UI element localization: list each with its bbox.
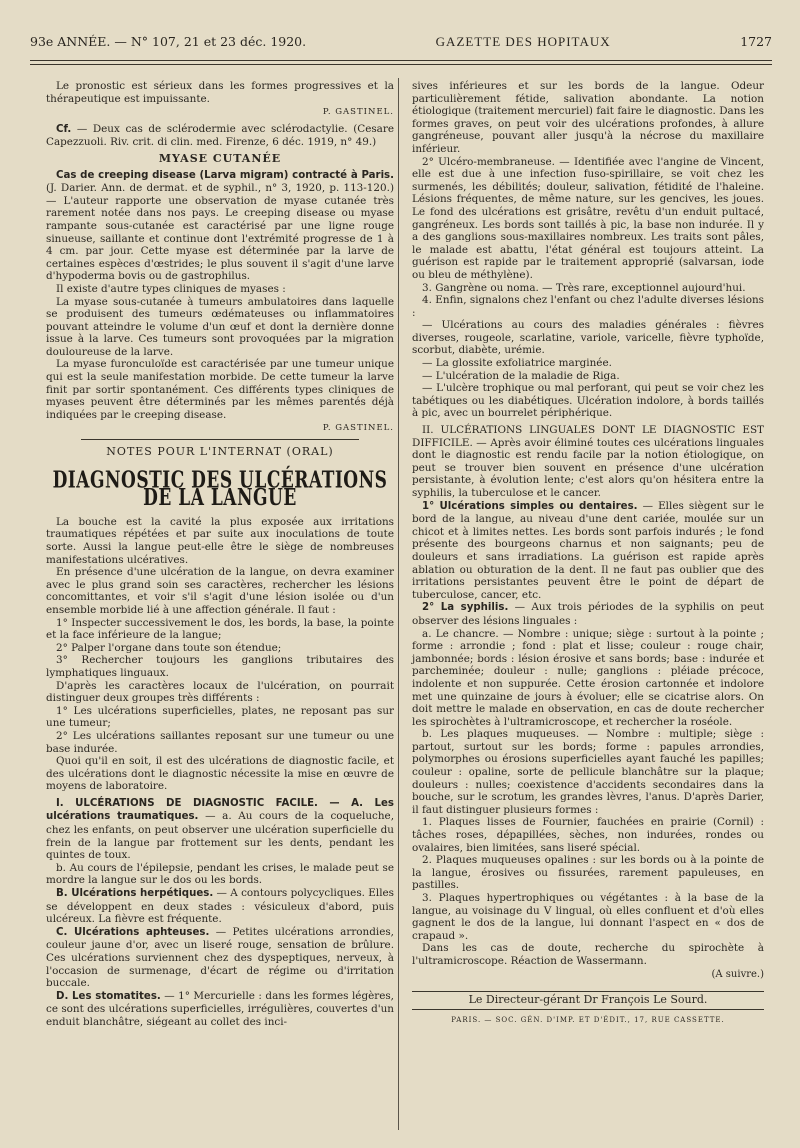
paragraph: Cas de creeping disease (Larva migram) contracté à Paris. (J. Darier. Ann. de dermat. et de syphil., n° 3, 1920, p. 113-120.) — L'auteur rapporte une observation de myase cutanée très rarement notée dans nos pays. Le creeping disease ou myase rampante sous-cutanée est caractérisé par une ligne rouge sinueuse, saillante et continue dont l'extrémité progresse de 1 à 4 cm. par jour. Cette myase est déterminée par la larve de certaines espèces d'œstrides; le plus souvent il s'agit d'une larve d'hypoderma bovis ou de gastrophilus. bbox=[46, 169, 394, 283]
paragraph: — L'ulcération de la maladie de Riga. bbox=[422, 369, 620, 382]
paragraph: 1. Plaques lisses de Fournier, fauchées en prairie (Cornil) : tâches roses, dépapillées, sèches, non indurées, rondes ou ovalaires, bien limitées, sans liseré spécial. bbox=[412, 816, 764, 854]
to-be-continued: (A suivre.) bbox=[711, 968, 764, 980]
paragraph: — La glossite exfoliatrice marginée. bbox=[422, 357, 612, 370]
director-line: Le Directeur-gérant Dr François Le Sourd. bbox=[412, 991, 764, 1010]
paragraph: 3° Rechercher toujours les ganglions tributaires des lymphatiques linguaux. bbox=[46, 654, 394, 679]
paragraph: II. ULCÉRATIONS LINGUALES DONT LE DIAGNOSTIC EST DIFFICILE. — Après avoir éliminé toutes ces ulcérations linguales dont le diagnostic est rendu facile par la notion étiologique, on peut se trouver bien souvent en présence d'une ulcération persistante, à évolution lente; c'est alors qu'on hésitera entre la syphilis, la tuberculose et le cancer. bbox=[412, 424, 764, 499]
paragraph: La myase furonculoïde est caractérisée par une tumeur unique qui est la seule manifestation morbide. De cette tumeur la larve finit par sortir spontanément. Ces différents types cliniques de myases peuvent être déterminés par les mêmes parentés déjà indiquées par le creeping disease. bbox=[46, 358, 394, 421]
paragraph: 2° Les ulcérations saillantes reposant sur une tumeur ou une base indurée. bbox=[46, 729, 394, 755]
header-rule-top bbox=[30, 60, 772, 61]
paragraph: 2° Palper l'organe dans toute son étendue; bbox=[56, 641, 282, 654]
paragraph: Il existe d'autre types cliniques de myases : bbox=[56, 282, 286, 295]
header-rule-bottom bbox=[30, 64, 772, 65]
paragraph: b. Les plaques muqueuses. — Nombre : multiple; siège : partout, surtout sur les bords; forme : papules arrondies, polymorphes ou érosions superficielles ayant fauché les papilles; couleur : opaline, sorte de pellicule blanchâtre sur la plaque; douleurs : nulles; coexistence d'accidents secondaires dans la bouche, sur le scrotum, les grandes lèvres, l'anus. D'après Darier, il faut distinguer plusieurs formes : bbox=[412, 728, 764, 816]
paragraph: 3. Gangrène ou noma. — Très rare, exceptionnel aujourd'hui. bbox=[422, 281, 746, 294]
paragraph: 4. Enfin, signalons chez l'enfant ou chez l'adulte diverses lésions : bbox=[412, 294, 764, 319]
paragraph: La bouche est la cavité la plus exposée aux irritations traumatiques répétées et par suite aux inoculations de toute sorte. Aussi la langue peut-elle être le siège de nombreuses manifestations ulcératives. bbox=[46, 515, 394, 566]
paragraph: D. Les stomatites. — 1° Mercurielle : dans les formes légères, ce sont des ulcérations superficielles, irrégulières, couvertes d'un enduit blanchâtre, siégeant au collet des inci- bbox=[46, 989, 394, 1028]
paragraph: Cf. — Deux cas de sclérodermie avec sclérodactylie. (Cesare Capezzuoli. Riv. crit. di clin. med. Firenze, 6 déc. 1919, n° 49.) bbox=[46, 122, 394, 149]
paragraph: 1° Ulcérations simples ou dentaires. — Elles siègent sur le bord de la langue, au niveau d'une dent cariée, moulée sur un chicot et à limites nettes. Les bords sont parfois indurés ; le fond présente des bourgeons charnus et non saignants; peu de douleurs et sans irradiations. La guérison est rapide après ablation ou obturation de la dent. Il ne faut pas oublier que des irritations persistantes peuvent être le point de départ de tuberculose, cancer, etc. bbox=[412, 499, 764, 601]
notes-heading: NOTES POUR L'INTERNAT (ORAL) bbox=[106, 445, 334, 459]
paragraph: sives inférieures et sur les bords de la langue. Odeur particulièrement fétide, salivation abondante. La notion étiologique (traitement mercuriel) fait faire le diagnostic. Dans les formes graves, on peut voir des ulcérations profondes, à allure gangréneuse, pouvant aller jusqu'à la nécrose du maxillaire inférieur. bbox=[412, 80, 764, 155]
paragraph: — L'ulcère trophique ou mal perforant, qui peut se voir chez les tabétiques ou les diabétiques. Ulcération indolore, à bords taillés à pic, avec un bourrelet périphérique. bbox=[412, 382, 764, 420]
paragraph: Le pronostic est sérieux dans les formes progressives et la thérapeutique est impuissante. bbox=[46, 80, 394, 105]
paragraph: 1° Inspecter successivement le dos, les bords, la base, la pointe et la face inférieure de la langue; bbox=[46, 616, 394, 642]
signature: P. GASTINEL. bbox=[322, 423, 394, 434]
paragraph: a. Le chancre. — Nombre : unique; siège : surtout à la pointe ; forme : arrondie ; fond : plat et lisse; couleur : rouge chair, jambonnée; bords : lésion érosive et sans bords; base : indurée et parcheminée; douleur : nulle; ganglions : pléiade précoce, indolente et non suppurée. Cette érosion cartonnée et indolore met une quinzaine de jours à évoluer; elle se cicatrise alors. On doit mettre le malade en observation, en cas de doute rechercher les spirochètes à l'ultramicroscope, et rechercher la roséole. bbox=[412, 627, 764, 728]
signature: P. GASTINEL. bbox=[322, 107, 394, 118]
article-title: DIAGNOSTIC DES ULCÉRATIONS DE LA LANGUE bbox=[52, 466, 388, 511]
section-title: MYASE CUTANÉE bbox=[158, 151, 282, 165]
printer-line: PARIS. — SOC. GÉN. D'IMP. ET D'ÉDIT., 17, RUE CASSETTE. bbox=[451, 1015, 725, 1024]
left-column bbox=[46, 80, 394, 1029]
paragraph: La myase sous-cutanée à tumeurs ambulatoires dans laquelle se produisent des tumeurs œdémateuses ou inflammatoires pouvant atteindre le volume d'un œuf et dont la dernière donne issue à la larve. Ces tumeurs sont provoquées par la migration douloureuse de la larve. bbox=[46, 295, 394, 358]
issue-info: 93e ANNÉE. — N° 107, 21 et 23 déc. 1920. bbox=[30, 34, 307, 49]
column-separator bbox=[398, 78, 399, 1130]
right-column bbox=[412, 80, 764, 1026]
paragraph: D'après les caractères locaux de l'ulcération, on pourrait distinguer deux groupes très différents : bbox=[46, 679, 394, 705]
paragraph: Dans les cas de doute, recherche du spirochète à l'ultramicroscope. Réaction de Wassermann. bbox=[412, 942, 764, 967]
paragraph: En présence d'une ulcération de la langue, on devra examiner avec le plus grand soin ses caractères, rechercher les lésions concomittantes, et voir s'il s'agit d'une lésion isolée ou d'un ensemble morbide lié à une affection générale. Il faut : bbox=[46, 566, 394, 616]
paragraph: — Ulcérations au cours des maladies générales : fièvres diverses, rougeole, scarlatine, variole, varicelle, fièvre typhoïde, scorbut, diabète, urémie. bbox=[412, 319, 764, 357]
paragraph: 1° Les ulcérations superficielles, plates, ne reposant pas sur une tumeur; bbox=[46, 704, 394, 730]
paragraph: b. Au cours de l'épilepsie, pendant les crises, le malade peut se mordre la langue sur le dos ou les bords. bbox=[46, 861, 394, 887]
paragraph: I. ULCÉRATIONS DE DIAGNOSTIC FACILE. — A. Les ulcérations traumatiques. — a. Au cours de la coqueluche, chez les enfants, on peut observer une ulcération superficielle du frein de la langue par frottement sur les dents, pendant les quintes de toux. bbox=[46, 797, 395, 862]
divider bbox=[81, 439, 359, 440]
page-header bbox=[30, 34, 772, 56]
paragraph: 2° Ulcéro-membraneuse. — Identifiée avec l'angine de Vincent, elle est due à une infection fuso-spirillaire, se voit chez les surmenés, les débilités; douleur, salivation, fétidité de l'haleine. Lésions fréquentes, de même nature, sur les gencives, les joues. Le fond des ulcérations est grisâtre, revêtu d'un enduit pultacé, gangréneux. Les bords sont taillés à pic, la base non indurée. Il y a des ganglions sous-maxillaires nombreux. Les traits sont pâles, le malade est abattu, l'état général est toujours atteint. La guérison est rapide par le traitement approprié (salvarsan, iode ou bleu de méthylène). bbox=[412, 155, 764, 281]
page-number: 1727 bbox=[740, 34, 772, 49]
paragraph: 2° La syphilis. — Aux trois périodes de la syphilis on peut observer des lésions linguales : bbox=[412, 601, 764, 627]
paragraph: B. Ulcérations herpétiques. — A contours polycycliques. Elles se développent en deux stades : vésiculeux d'abord, puis ulcéreux. La fièvre est fréquente. bbox=[46, 887, 394, 926]
paragraph: Quoi qu'il en soit, il est des ulcérations de diagnostic facile, et des ulcérations dont le diagnostic nécessite la mise en œuvre de moyens de laboratoire. bbox=[46, 755, 394, 793]
paragraph: C. Ulcérations aphteuses. — Petites ulcérations arrondies, couleur jaune d'or, avec un liseré rouge, sensation de brûlure. Ces ulcérations surviennent chez des dyspeptiques, nerveux, à l'occasion de surmenage, d'écart de régime ou d'irritation buccale. bbox=[46, 925, 394, 990]
journal-title: GAZETTE DES HOPITAUX bbox=[435, 34, 611, 49]
paragraph: 3. Plaques hypertrophiques ou végétantes : à la base de la langue, au voisinage du V lingual, où elles confluent et d'où elles gagnent le dos de la langue, lui donnant l'aspect en « dos de crapaud ». bbox=[412, 892, 764, 942]
paragraph: 2. Plaques muqueuses opalines : sur les bords ou à la pointe de la langue, érosives ou fissurées, rarement papuleuses, en pastilles. bbox=[412, 854, 764, 892]
